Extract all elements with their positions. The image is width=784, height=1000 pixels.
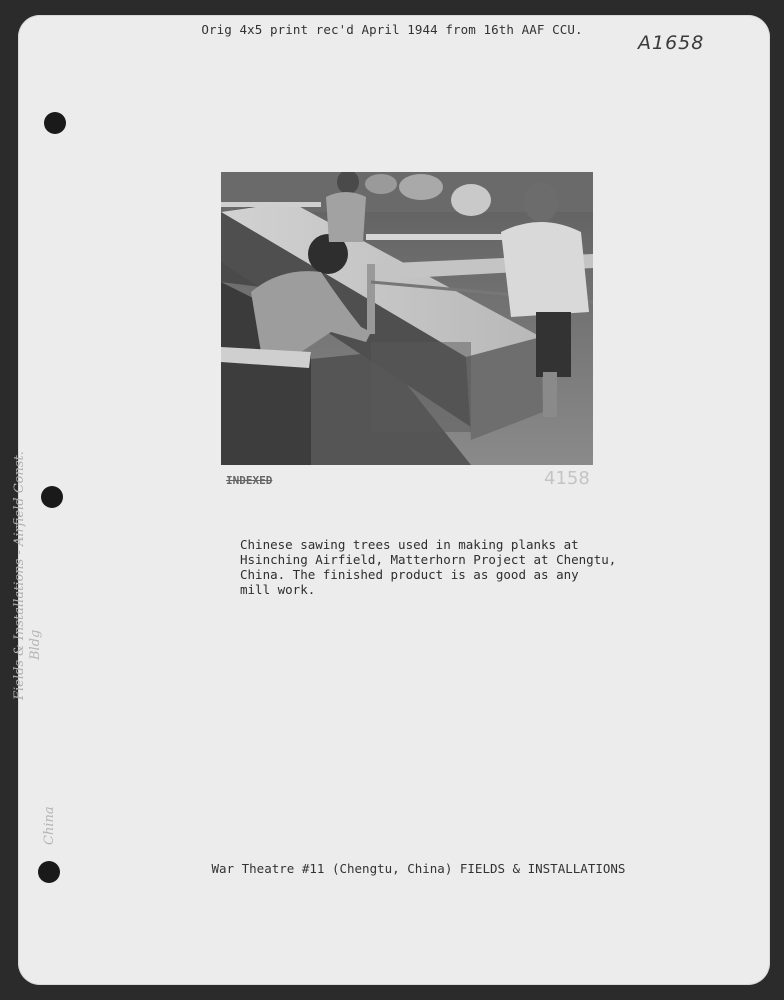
punch-hole-top	[44, 112, 66, 134]
photo-caption: Chinese sawing trees used in making planks at Hsinching Airfield, Matterhorn Project at Chengtu, China. The finished product is as good as any mill work.	[240, 537, 617, 597]
war-theatre-footer: War Theatre #11 (Chengtu, China) FIELDS & INSTALLATIONS	[211, 861, 626, 876]
photo-illustration	[221, 172, 593, 465]
print-receipt-note: Orig 4x5 print rec'd April 1944 from 16th AAF CCU.	[201, 22, 583, 37]
archive-card	[18, 15, 770, 985]
punch-hole-middle	[41, 486, 63, 508]
handwritten-margin-note-3: Bldg	[28, 629, 43, 660]
photo-number-stamp: 4158	[544, 468, 590, 489]
photograph	[221, 172, 593, 465]
handwritten-margin-note-2: China	[42, 806, 57, 845]
handwritten-margin-note-1: Fields & Installations - Airfield Const.	[12, 451, 27, 700]
indexed-stamp: INDEXED	[226, 474, 273, 487]
catalog-number: A1658	[638, 32, 705, 54]
